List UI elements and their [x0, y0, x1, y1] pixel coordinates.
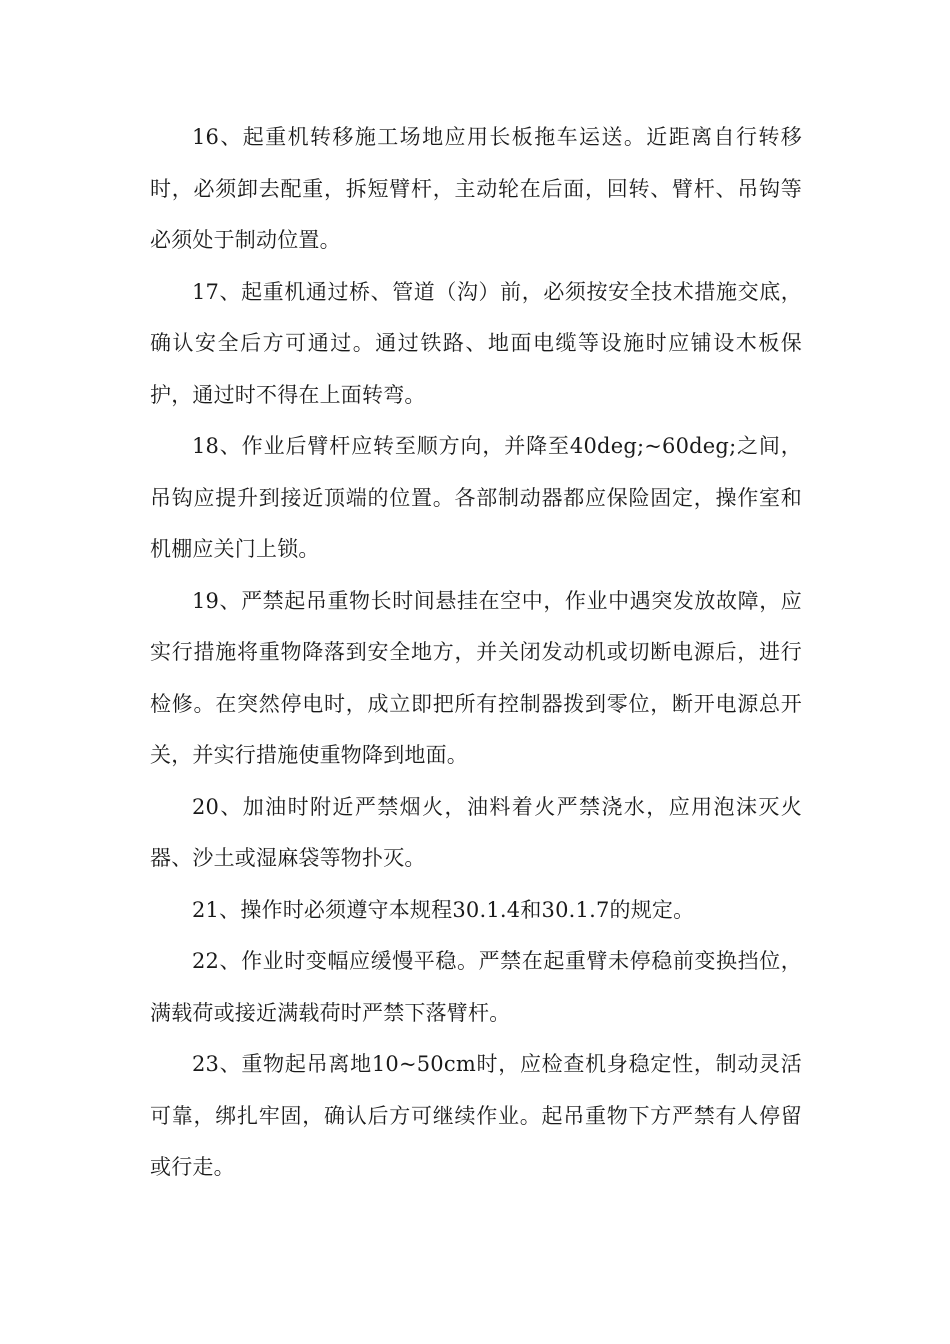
paragraph-20: 20、加油时附近严禁烟火，油料着火严禁浇水，应用泡沫灭火器、沙土或湿麻袋等物扑灭。	[150, 794, 802, 870]
paragraph-19: 19、严禁起吊重物长时间悬挂在空中，作业中遇突发放故障，应实行措施将重物降落到安全地方，并关闭发动机或切断电源后，进行检修。在突然停电时，成立即把所有控制器拨到零位，断开电源总开关，并实行措施使重物降到地面。	[150, 588, 802, 767]
paragraph-22: 22、作业时变幅应缓慢平稳。严禁在起重臂未停稳前变换挡位，满载荷或接近满载荷时严禁下落臂杆。	[150, 949, 802, 1025]
paragraph-18: 18、作业后臂杆应转至顺方向，并降至40deg;~60deg;之间，吊钩应提升到接近顶端的位置。各部制动器都应保险固定，操作室和机棚应关门上锁。	[150, 434, 802, 561]
paragraph-16: 16、起重机转移施工场地应用长板拖车运送。近距离自行转移时，必须卸去配重，拆短臂杆，主动轮在后面，回转、臂杆、吊钩等必须处于制动位置。	[150, 125, 802, 252]
document-body	[150, 112, 802, 1194]
paragraph-21: 21、操作时必须遵守本规程30.1.4和30.1.7的规定。	[192, 897, 695, 922]
paragraph-23: 23、重物起吊离地10~50cm时，应检查机身稳定性，制动灵活可靠，绑扎牢固，确认后方可继续作业。起吊重物下方严禁有人停留或行走。	[150, 1052, 802, 1179]
paragraph-17: 17、起重机通过桥、管道（沟）前，必须按安全技术措施交底，确认安全后方可通过。通过铁路、地面电缆等设施时应铺设木板保护，通过时不得在上面转弯。	[150, 279, 802, 407]
